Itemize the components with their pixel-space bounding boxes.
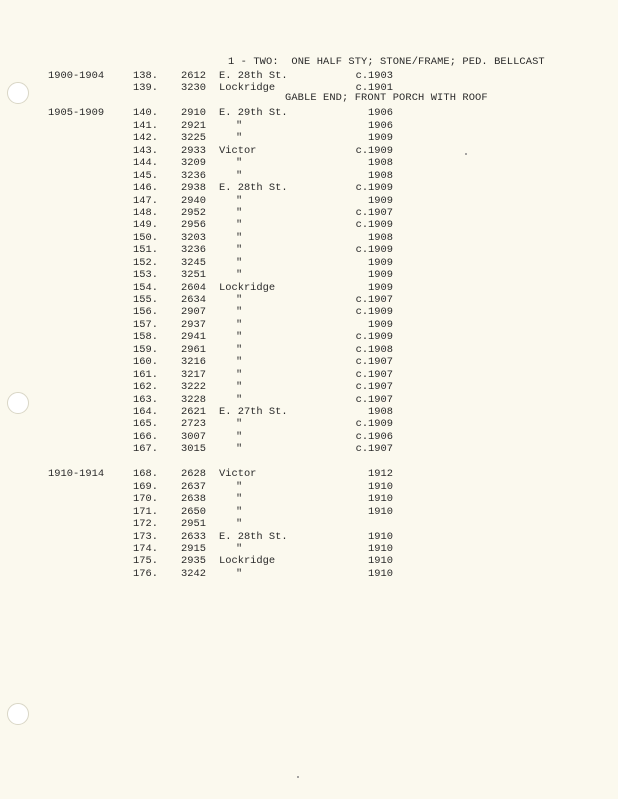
build-year: c.1909 (355, 182, 393, 195)
binder-hole (7, 392, 29, 414)
table-row (48, 306, 398, 318)
entry-number: 156. (133, 306, 158, 319)
house-number: 2638 (181, 493, 206, 506)
build-year: 1909 (368, 318, 393, 331)
house-number: 2921 (181, 119, 206, 132)
entry-number: 140. (133, 107, 158, 120)
table-row (48, 555, 398, 567)
street-name: " (236, 505, 243, 518)
table-row (48, 182, 398, 194)
street-name: " (236, 430, 243, 443)
street-name: " (236, 269, 243, 282)
header-line-1: 1 - TWO: ONE HALF STY; STONE/FRAME; PED. BELLCAST (228, 56, 545, 68)
entry-number: 148. (133, 206, 158, 219)
house-number: 2941 (181, 331, 206, 344)
street-name: " (236, 256, 243, 269)
table-row (48, 232, 398, 244)
date-range-group (48, 107, 398, 455)
house-number: 2935 (181, 555, 206, 568)
street-name: " (236, 331, 243, 344)
street-name: " (236, 169, 243, 182)
build-year: 1909 (368, 132, 393, 145)
build-year: c.1909 (355, 306, 393, 319)
street-name: " (236, 244, 243, 257)
house-number: 2961 (181, 343, 206, 356)
binder-hole (7, 703, 29, 725)
street-name: " (236, 157, 243, 170)
entry-number: 165. (133, 418, 158, 431)
table-row (48, 219, 398, 231)
entry-number: 155. (133, 294, 158, 307)
house-number: 3216 (181, 356, 206, 369)
entry-number: 173. (133, 530, 158, 543)
house-number: 2952 (181, 206, 206, 219)
build-year: 1909 (368, 269, 393, 282)
house-number: 2633 (181, 530, 206, 543)
entry-number: 153. (133, 269, 158, 282)
table-row (48, 132, 398, 144)
build-year: 1910 (368, 493, 393, 506)
house-number: 2956 (181, 219, 206, 232)
header-line-2: GABLE END; FRONT PORCH WITH ROOF (285, 92, 488, 104)
entry-number: 157. (133, 318, 158, 331)
table-row (48, 294, 398, 306)
table-row (48, 356, 398, 368)
table-row (48, 145, 398, 157)
build-year: 1912 (368, 468, 393, 481)
entry-number: 138. (133, 70, 158, 82)
build-year: c.1903 (355, 70, 393, 82)
table-row (48, 157, 398, 169)
entry-number: 167. (133, 443, 158, 456)
table-row (48, 331, 398, 343)
build-year: 1908 (368, 231, 393, 244)
house-number: 3251 (181, 269, 206, 282)
date-range-label: 1910-1914 (48, 468, 105, 481)
build-year: 1910 (368, 480, 393, 493)
house-number: 3007 (181, 430, 206, 443)
entry-number: 169. (133, 480, 158, 493)
entry-number: 145. (133, 169, 158, 182)
entry-number: 139. (133, 82, 158, 95)
build-year: 1910 (368, 530, 393, 543)
street-name: E. 27th St. (219, 405, 288, 418)
build-year: 1908 (368, 169, 393, 182)
street-name: E. 29th St. (219, 107, 288, 120)
house-number: 3236 (181, 244, 206, 257)
build-year: c.1909 (355, 244, 393, 257)
build-year: 1910 (368, 542, 393, 555)
entry-number: 166. (133, 430, 158, 443)
build-year: 1910 (368, 567, 393, 580)
house-number: 3225 (181, 132, 206, 145)
entry-number: 150. (133, 231, 158, 244)
entry-number: 172. (133, 518, 158, 531)
house-number: 3236 (181, 169, 206, 182)
build-year: 1908 (368, 157, 393, 170)
entry-number: 174. (133, 542, 158, 555)
property-listing (48, 70, 398, 593)
house-number: 2907 (181, 306, 206, 319)
table-row (48, 493, 398, 505)
street-name: " (236, 306, 243, 319)
street-name: " (236, 231, 243, 244)
table-row (48, 431, 398, 443)
street-name: " (236, 343, 243, 356)
entry-number: 142. (133, 132, 158, 145)
house-number: 2612 (181, 70, 206, 82)
build-year: c.1907 (355, 381, 393, 394)
house-number: 3230 (181, 82, 206, 95)
entry-number: 164. (133, 405, 158, 418)
entry-number: 162. (133, 381, 158, 394)
street-name: Victor (219, 144, 257, 157)
street-name: Lockridge (219, 555, 276, 568)
house-number: 2604 (181, 281, 206, 294)
street-name: Lockridge (219, 281, 276, 294)
house-number: 2938 (181, 182, 206, 195)
street-name: " (236, 206, 243, 219)
table-row (48, 120, 398, 132)
house-number: 2915 (181, 542, 206, 555)
house-number: 3228 (181, 393, 206, 406)
table-row (48, 518, 398, 530)
entry-number: 149. (133, 219, 158, 232)
entry-number: 141. (133, 119, 158, 132)
house-number: 2650 (181, 505, 206, 518)
house-number: 2937 (181, 318, 206, 331)
entry-number: 143. (133, 144, 158, 157)
entry-number: 160. (133, 356, 158, 369)
table-row (48, 543, 398, 555)
table-row (48, 369, 398, 381)
date-range-group (48, 468, 398, 580)
table-row (48, 107, 398, 119)
street-name: " (236, 393, 243, 406)
table-row (48, 170, 398, 182)
build-year: 1909 (368, 256, 393, 269)
street-name: " (236, 219, 243, 232)
entry-number: 147. (133, 194, 158, 207)
entry-number: 159. (133, 343, 158, 356)
street-name: " (236, 381, 243, 394)
entry-number: 171. (133, 505, 158, 518)
table-row (48, 282, 398, 294)
house-number: 3209 (181, 157, 206, 170)
street-name: " (236, 132, 243, 145)
house-number: 2723 (181, 418, 206, 431)
build-year: c.1909 (355, 144, 393, 157)
entry-number: 163. (133, 393, 158, 406)
house-number: 3245 (181, 256, 206, 269)
build-year: c.1909 (355, 219, 393, 232)
street-name: Lockridge (219, 82, 276, 95)
build-year: 1910 (368, 505, 393, 518)
street-name: " (236, 368, 243, 381)
build-year: c.1907 (355, 368, 393, 381)
build-year: c.1907 (355, 356, 393, 369)
entry-number: 152. (133, 256, 158, 269)
street-name: E. 28th St. (219, 530, 288, 543)
table-row (48, 394, 398, 406)
entry-number: 161. (133, 368, 158, 381)
date-range-label: 1900-1904 (48, 70, 105, 82)
build-year: c.1907 (355, 206, 393, 219)
entry-number: 170. (133, 493, 158, 506)
date-range-group (48, 70, 398, 95)
table-row (48, 207, 398, 219)
entry-number: 144. (133, 157, 158, 170)
table-row (48, 568, 398, 580)
entry-number: 151. (133, 244, 158, 257)
build-year: 1906 (368, 119, 393, 132)
house-number: 2637 (181, 480, 206, 493)
house-number: 3242 (181, 567, 206, 580)
street-name: " (236, 294, 243, 307)
build-year: c.1907 (355, 294, 393, 307)
street-name: " (236, 493, 243, 506)
house-number: 3222 (181, 381, 206, 394)
house-number: 2910 (181, 107, 206, 120)
street-name: " (236, 318, 243, 331)
build-year: c.1907 (355, 443, 393, 456)
house-number: 3217 (181, 368, 206, 381)
build-year: c.1906 (355, 430, 393, 443)
street-name: " (236, 518, 243, 531)
build-year: c.1901 (355, 82, 393, 95)
table-row (48, 468, 398, 480)
street-name: " (236, 418, 243, 431)
table-row (48, 70, 398, 82)
street-name: " (236, 567, 243, 580)
house-number: 3203 (181, 231, 206, 244)
build-year: c.1909 (355, 331, 393, 344)
table-row (48, 481, 398, 493)
table-row (48, 443, 398, 455)
table-row (48, 418, 398, 430)
build-year: c.1909 (355, 418, 393, 431)
house-number: 2940 (181, 194, 206, 207)
table-row (48, 257, 398, 269)
table-row (48, 195, 398, 207)
binder-hole (7, 82, 29, 104)
table-row (48, 531, 398, 543)
entry-number: 175. (133, 555, 158, 568)
table-row (48, 319, 398, 331)
entry-number: 158. (133, 331, 158, 344)
entry-number: 176. (133, 567, 158, 580)
build-year: 1909 (368, 281, 393, 294)
house-number: 3015 (181, 443, 206, 456)
house-number: 2628 (181, 468, 206, 481)
table-row (48, 381, 398, 393)
table-row (48, 82, 398, 94)
build-year: c.1908 (355, 343, 393, 356)
build-year: 1906 (368, 107, 393, 120)
date-range-label: 1905-1909 (48, 107, 105, 120)
house-number: 2634 (181, 294, 206, 307)
entry-number: 146. (133, 182, 158, 195)
build-year: c.1907 (355, 393, 393, 406)
street-name: Victor (219, 468, 257, 481)
street-name: " (236, 480, 243, 493)
street-name: " (236, 356, 243, 369)
table-row (48, 506, 398, 518)
entry-number: 154. (133, 281, 158, 294)
house-number: 2951 (181, 518, 206, 531)
house-number: 2933 (181, 144, 206, 157)
street-name: E. 28th St. (219, 70, 288, 82)
speck (297, 776, 299, 778)
table-row (48, 269, 398, 281)
street-name: E. 28th St. (219, 182, 288, 195)
entry-number: 168. (133, 468, 158, 481)
build-year: 1908 (368, 405, 393, 418)
speck (465, 153, 467, 155)
table-row (48, 244, 398, 256)
build-year: 1909 (368, 194, 393, 207)
house-number: 2621 (181, 405, 206, 418)
street-name: " (236, 542, 243, 555)
table-row (48, 344, 398, 356)
build-year: 1910 (368, 555, 393, 568)
street-name: " (236, 443, 243, 456)
street-name: " (236, 119, 243, 132)
street-name: " (236, 194, 243, 207)
table-row (48, 406, 398, 418)
